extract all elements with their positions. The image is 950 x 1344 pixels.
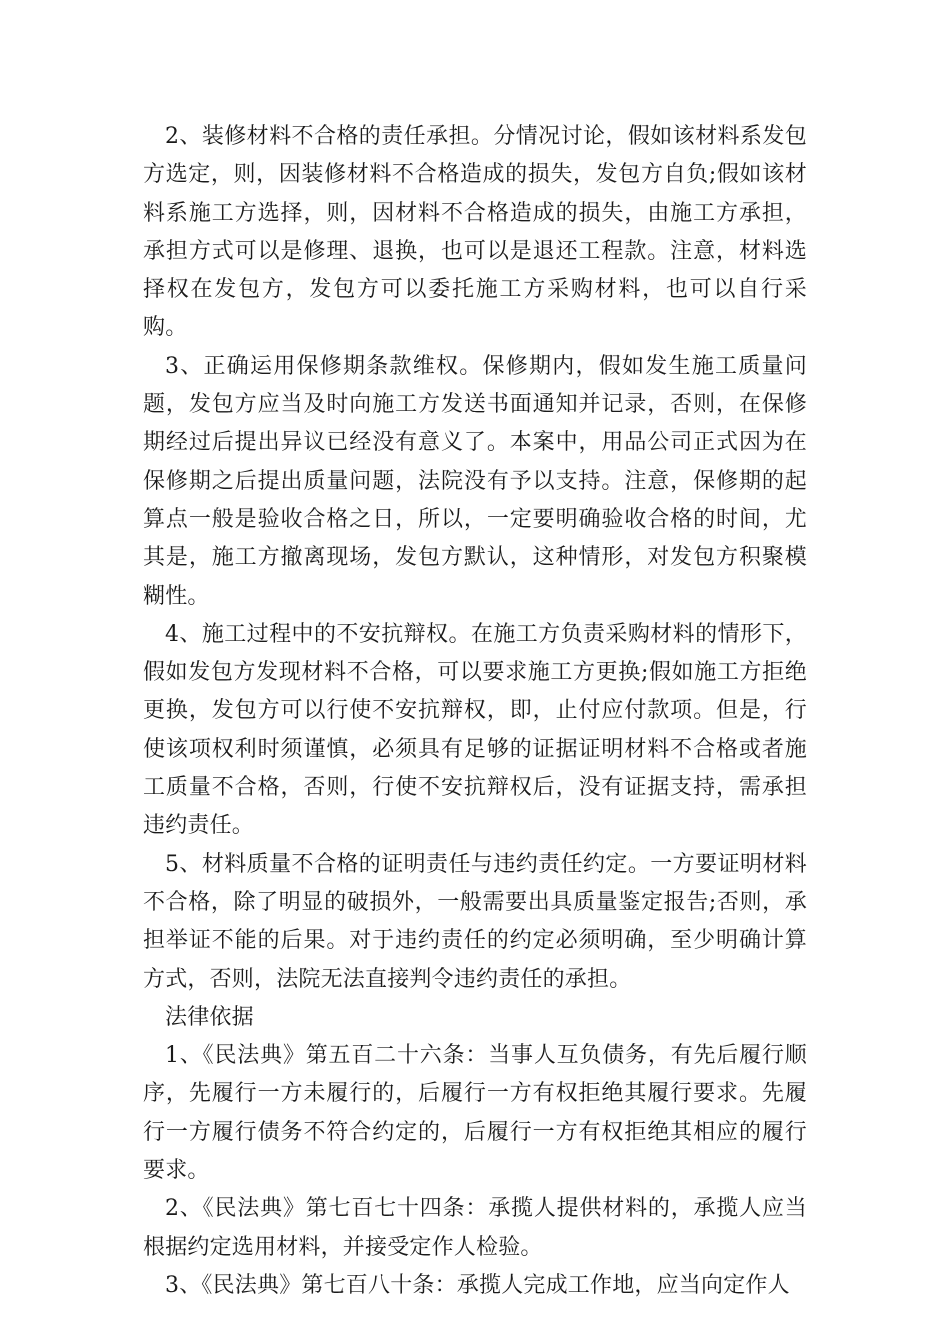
paragraph-item-2: 2、装修材料不合格的责任承担。分情况讨论，假如该材料系发包方选定，则，因装修材料不合格造成的损失，发包方自负;假如该材料系施工方选择，则，因材料不合格造成的损失，由施工方承担，承担方式可以是修理、退换，也可以是退还工程款。注意，材料选择权在发包方，发包方可以委托施工方采购材料，也可以自行采购。 [143, 124, 807, 341]
legal-clause-2: 2、《民法典》第七百七十四条：承揽人提供材料的，承揽人应当根据约定选用材料，并接受定作人检验。 [143, 1196, 807, 1260]
paragraph-item-5: 5、材料质量不合格的证明责任与违约责任约定。一方要证明材料不合格，除了明显的破损外，一般需要出具质量鉴定报告;否则，承担举证不能的后果。对于违约责任的约定必须明确，至少明确计算方式，否则，法院无法直接判令违约责任的承担。 [143, 851, 807, 992]
document-body [143, 118, 807, 1305]
legal-clause-3: 3、《民法典》第七百八十条：承揽人完成工作地，应当向定作人 [165, 1272, 790, 1298]
paragraph-item-3: 3、正确运用保修期条款维权。保修期内，假如发生施工质量问题，发包方应当及时向施工方发送书面通知并记录，否则，在保修期经过后提出异议已经没有意义了。本案中，用品公司正式因为在保修期之后提出质量问题，法院没有予以支持。注意，保修期的起算点一般是验收合格之日，所以，一定要明确验收合格的时间，尤其是，施工方撤离现场，发包方默认，这种情形，对发包方积聚模糊性。 [143, 353, 807, 609]
section-heading-legal-basis: 法律依据 [165, 1004, 254, 1030]
legal-clause-1: 1、《民法典》第五百二十六条：当事人互负债务，有先后履行顺序，先履行一方未履行的，后履行一方有权拒绝其履行要求。先履行一方履行债务不符合约定的，后履行一方有权拒绝其相应的履行要求。 [143, 1043, 807, 1184]
paragraph-item-4: 4、施工过程中的不安抗辩权。在施工方负责采购材料的情形下，假如发包方发现材料不合格，可以要求施工方更换;假如施工方拒绝更换，发包方可以行使不安抗辩权，即，止付应付款项。但是，行使该项权利时须谨慎，必须具有足够的证据证明材料不合格或者施工质量不合格，否则，行使不安抗辩权后，没有证据支持，需承担违约责任。 [143, 621, 807, 839]
